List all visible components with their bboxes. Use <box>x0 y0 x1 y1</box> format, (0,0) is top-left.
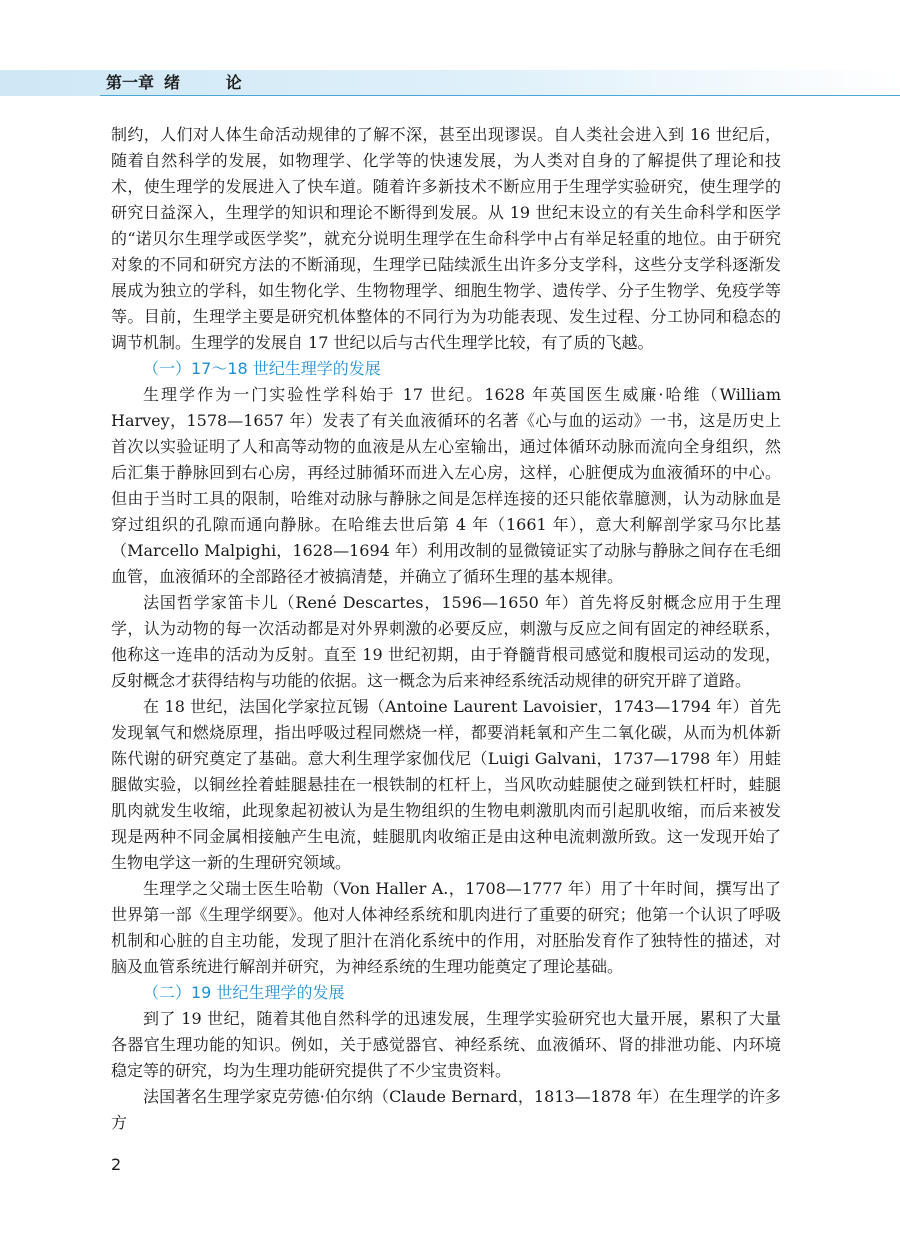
page-number: 2 <box>111 1155 122 1174</box>
header-divider <box>100 95 900 96</box>
paragraph: 生理学作为一门实验性学科始于 17 世纪。1628 年英国医生威廉·哈维（William Harvey，1578—1657 年）发表了有关血液循环的名著《心与血的运动》一书，这是历史上首次以实验证明了人和高等动物的血液是从左心室输出，通过体循环动脉而流向全身组织，然后汇集于静脉回到右心房，再经过肺循环而进入左心房，这样，心脏便成为血液循环的中心。但由于当时工具的限制，哈维对动脉与静脉之间是怎样连接的还只能依靠臆测，认为动脉血是穿过组织的孔隙而通向静脉。在哈维去世后第 4 年（1661 年），意大利解剖学家马尔比基（Marcello Malpighi，1628—1694 年）利用改制的显微镜证实了动脉与静脉之间存在毛细血管，血液循环的全部路径才被搞清楚，并确立了循环生理的基本规律。 <box>111 385 781 586</box>
paragraph: 在 18 世纪，法国化学家拉瓦锡（Antoine Laurent Lavoisier，1743—1794 年）首先发现氧气和燃烧原理，指出呼吸过程同燃烧一样，都要消耗氧和产生二氧化碳，从而为机体新陈代谢的研究奠定了基础。意大利生理学家伽伐尼（Luigi Galvani，1737—1798 年）用蛙腿做实验，以铜丝拴着蛙腿悬挂在一根铁制的杠杆上，当风吹动蛙腿使之碰到铁杠杆时，蛙腿肌肉就发生收缩，此现象起初被认为是生物组织的生物电刺激肌肉而引起肌收缩，而后来被发现是两种不同金属相接触产生电流，蛙腿肌肉收缩正是由这种电流刺激所致。这一发现开始了生物电学这一新的生理研究领域。 <box>111 697 781 872</box>
paragraph: 生理学之父瑞士医生哈勒（Von Haller A.，1708—1777 年）用了十年时间，撰写出了世界第一部《生理学纲要》。他对人体神经系统和肌肉进行了重要的研究；他第一个认识了呼吸机制和心脏的自主功能，发现了胆汁在消化系统中的作用，对胚胎发育作了独特性的描述，对脑及血管系统进行解剖并研究，为神经系统的生理功能奠定了理论基础。 <box>111 879 781 976</box>
paragraph: 法国哲学家笛卡儿（René Descartes，1596—1650 年）首先将反射概念应用于生理学，认为动物的每一次活动都是对外界刺激的必要反应，刺激与反应之间有固定的神经联系，他称这一连串的活动为反射。直至 19 世纪初期，由于脊髓背根司感觉和腹根司运动的发现，反射概念才获得结构与功能的依据。这一概念为后来神经系统活动规律的研究开辟了道路。 <box>111 593 781 690</box>
paragraph: 到了 19 世纪，随着其他自然科学的迅速发展，生理学实验研究也大量开展，累积了大量各器官生理功能的知识。例如，关于感觉器官、神经系统、血液循环、肾的排泄功能、内环境稳定等的研究，均为生理功能研究提供了不少宝贵资料。 <box>111 1009 781 1080</box>
paragraph: 法国著名生理学家克劳德·伯尔纳（Claude Bernard，1813—1878 年）在生理学的许多方 <box>111 1087 781 1132</box>
chapter-title: 绪 论 <box>164 73 262 92</box>
paragraph: 制约，人们对人体生命活动规律的了解不深，甚至出现谬误。自人类社会进入到 16 世纪后，随着自然科学的发展，如物理学、化学等的快速发展，为人类对自身的了解提供了理论和技术，使生理学的发展进入了快车道。随着许多新技术不断应用于生理学实验研究，使生理学的研究日益深入，生理学的知识和理论不断得到发展。从 19 世纪末设立的有关生命科学和医学的“诺贝尔生理学或医学奖”，就充分说明生理学在生命科学中占有举足轻重的地位。由于研究对象的不同和研究方法的不断涌现，生理学已陆续派生出许多分支学科，这些分支学科逐渐发展成为独立的学科，如生物化学、生物物理学、细胞生物学、遗传学、分子生物学、免疫学等等。目前，生理学主要是研究机体整体的不同行为为功能表现、发生过程、分工协同和稳态的调节机制。生理学的发展自 17 世纪以后与古代生理学比较，有了质的飞越。 <box>111 125 781 352</box>
page-body <box>111 122 781 1136</box>
section-heading: （一）17～18 世纪生理学的发展 <box>143 359 381 378</box>
section-heading: （二）19 世纪生理学的发展 <box>143 983 345 1002</box>
chapter-number: 第一章 <box>106 73 155 92</box>
running-header <box>106 72 262 94</box>
